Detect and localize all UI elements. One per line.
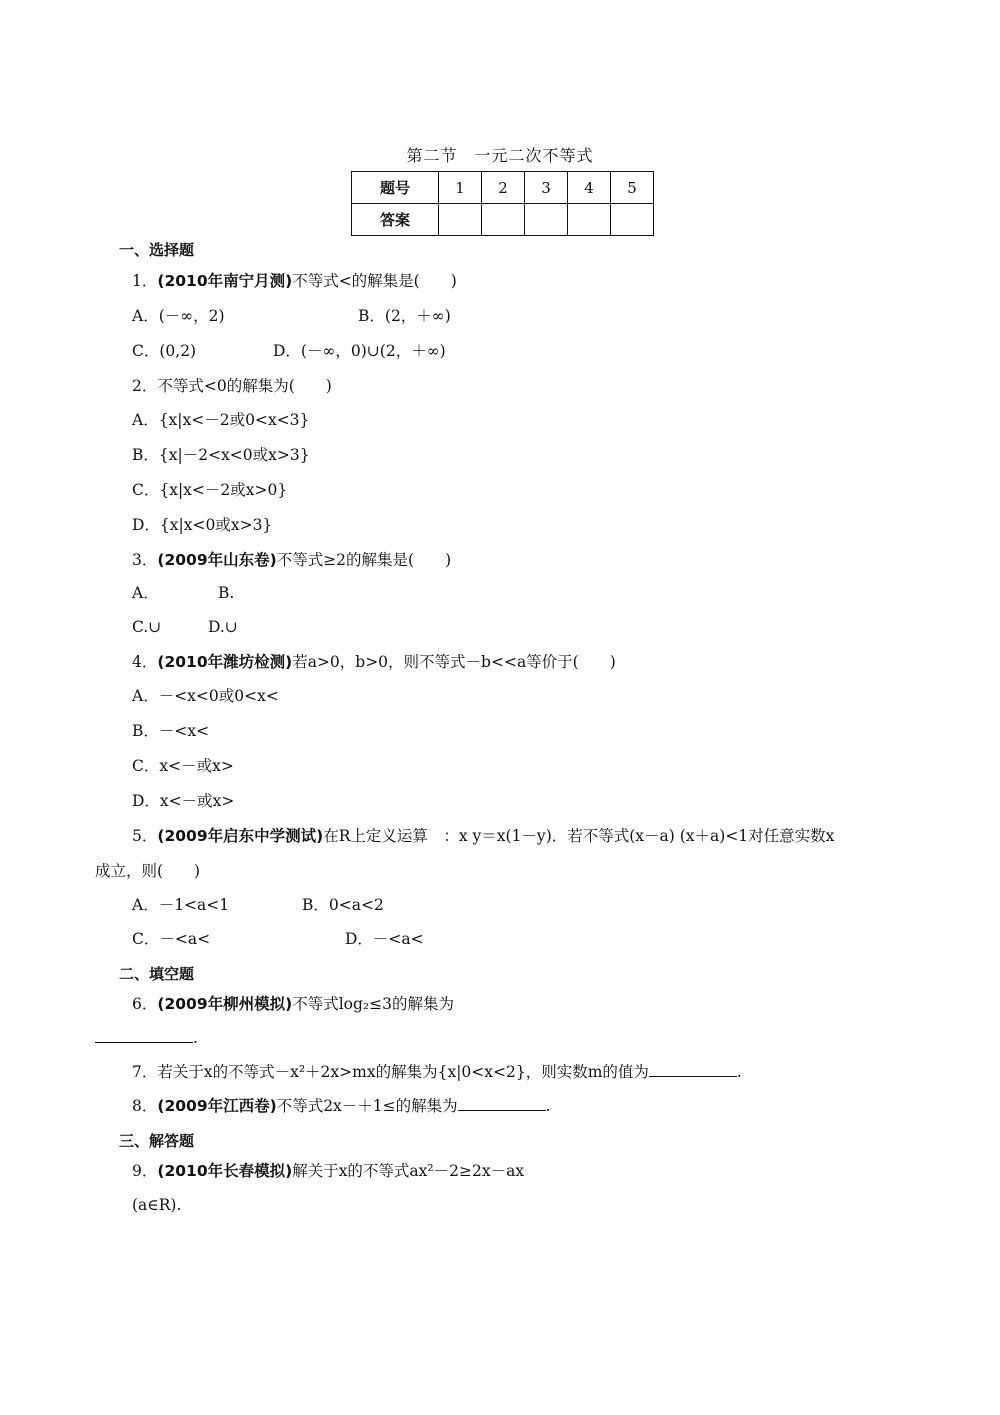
question-text: 不等式log₂≤3的解集为 (292, 995, 454, 1013)
option-c: C．－<a< (132, 930, 211, 948)
period: . (545, 1097, 551, 1115)
question-9 (132, 1161, 524, 1181)
question-number-cell: 2 (482, 172, 525, 204)
answer-cell (611, 204, 654, 236)
question-number-cell: 1 (439, 172, 482, 204)
question-source: (2009年江西卷) (157, 1097, 277, 1115)
question-text: 若a>0，b>0，则不等式－b<<a等价于( ) (292, 653, 616, 671)
answer-blank-line (95, 1028, 198, 1048)
question-4 (132, 652, 616, 672)
question-source: (2009年柳州模拟) (157, 995, 293, 1013)
option-d: D.∪ (208, 618, 238, 636)
section-heading-solve: 三、解答题 (119, 1132, 195, 1150)
option-b: B．－<x< (132, 722, 210, 740)
option-b: B．0<a<2 (302, 896, 384, 914)
question-text: 不等式≥2的解集是( ) (276, 551, 452, 569)
option-a: A． (132, 584, 159, 602)
option-a: A．{x|x<－2或0<x<3} (132, 411, 310, 429)
answer-blank[interactable] (458, 1096, 546, 1111)
option-a: A．－1<a<1 (132, 896, 230, 914)
option-a: A．(－∞，2) (132, 307, 225, 325)
option-a: A．－<x<0或0<x< (132, 687, 279, 705)
option-c: C．(0,2) (132, 342, 197, 360)
question-source: (2010年潍坊检测) (157, 653, 293, 671)
option-b: B．{x|－2<x<0或x>3} (132, 446, 310, 464)
answer-cell (525, 204, 568, 236)
option-d: D．{x|x<0或x>3} (132, 516, 273, 534)
question-text: 不等式<的解集是( ) (292, 272, 457, 290)
answer-table-header-row (352, 172, 654, 204)
question-1 (132, 271, 457, 291)
question-number: 4． (132, 653, 158, 671)
question-number: 1． (132, 272, 158, 290)
period: . (193, 1029, 198, 1047)
option-d: D．x<－或x> (132, 792, 235, 810)
option-c: C．x<－或x> (132, 757, 234, 775)
question-source: (2009年启东中学测试) (157, 827, 324, 845)
section-heading-choice: 一、选择题 (119, 241, 195, 259)
question-number: 6． (132, 995, 158, 1013)
option-c: C.∪ (132, 618, 162, 636)
question-7 (132, 1062, 742, 1082)
answer-cell (439, 204, 482, 236)
question-5-continued: 成立，则( ) (95, 862, 201, 880)
answer-cell (568, 204, 611, 236)
question-source: (2010年南宁月测) (157, 272, 293, 290)
answer-label: 答案 (352, 204, 439, 236)
question-8 (132, 1096, 551, 1116)
question-2: 2．不等式<0的解集为( ) (132, 377, 332, 395)
period: . (736, 1063, 742, 1081)
option-b: B．(2，＋∞) (358, 307, 451, 325)
question-source: (2010年长春模拟) (157, 1162, 293, 1180)
answer-blank[interactable] (95, 1028, 193, 1043)
option-d: D．－<a< (345, 930, 424, 948)
question-number-label: 题号 (352, 172, 439, 204)
question-3 (132, 550, 451, 570)
question-number-cell: 3 (525, 172, 568, 204)
question-5 (132, 826, 834, 846)
answer-cell (482, 204, 525, 236)
question-number: 8． (132, 1097, 158, 1115)
section-heading-fill: 二、填空题 (119, 965, 195, 983)
question-9-continued: (a∈R). (132, 1196, 182, 1214)
option-b: B. (218, 584, 235, 602)
answer-table (351, 171, 654, 236)
question-number-cell: 4 (568, 172, 611, 204)
question-6 (132, 994, 454, 1014)
option-c: C．{x|x<－2或x>0} (132, 481, 288, 499)
question-number-cell: 5 (611, 172, 654, 204)
question-text: 不等式2x－＋1≤的解集为 (276, 1097, 458, 1115)
question-number: 3． (132, 551, 158, 569)
answer-table-answer-row (352, 204, 654, 236)
question-source: (2009年山东卷) (157, 551, 277, 569)
question-number: 9． (132, 1162, 158, 1180)
option-d: D．(－∞，0)∪(2，＋∞) (273, 342, 446, 360)
answer-blank[interactable] (649, 1062, 737, 1077)
question-text: 7．若关于x的不等式－x²＋2x>mx的解集为{x|0<x<2}，则实数m的值为 (132, 1063, 649, 1081)
question-text: 解关于x的不等式ax²－2≥2x－ax (292, 1162, 525, 1180)
question-text: 在R上定义运算 ：x y＝x(1－y)．若不等式(x－a) (x＋a)<1对任意实数x (323, 827, 835, 845)
question-number: 5． (132, 827, 158, 845)
page-title: 第二节 一元二次不等式 (406, 146, 594, 165)
